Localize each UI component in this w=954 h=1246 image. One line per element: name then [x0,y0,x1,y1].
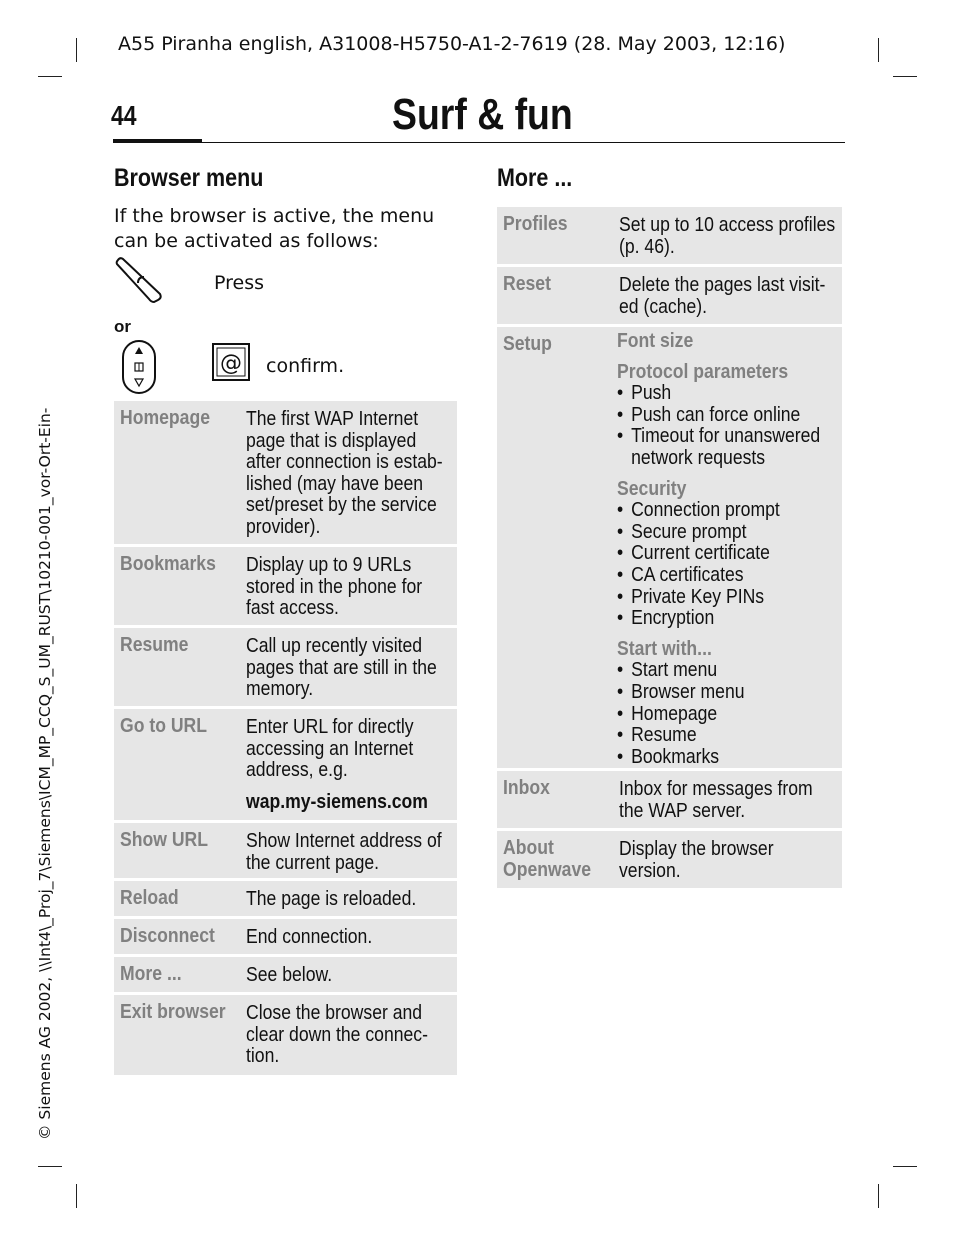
or-label: or [114,317,131,336]
menu-item-desc: Call up recently visited pages that are still in the memory. [246,635,437,701]
crop-mark [878,1184,879,1208]
press-label: Press [214,272,265,294]
menu-item-desc: Set up to 10 access profiles (p. 46). [619,214,836,258]
svg-text:@: @ [220,351,242,376]
menu-item-label: Reload [120,887,179,909]
table-row [114,957,457,992]
menu-item-label: Resume [120,634,189,656]
menu-item-label: Bookmarks [120,553,216,575]
table-row [114,547,457,625]
menu-item-label: Profiles [503,213,568,235]
about-label-line2: Openwave [503,859,592,881]
crop-mark [893,76,917,77]
go-to-url-desc: Enter URL for directly accessing an Internet address, e.g. [246,716,414,782]
document-header: A55 Piranha english, A31008-H5750-A1-2-7619 (28. May 2003, 12:16) [118,33,786,55]
security-title: Security [617,477,687,500]
start-with-title: Start with... [617,637,712,660]
crop-mark [38,1166,62,1167]
table-row [114,823,457,878]
about-label-line1: About [503,837,554,859]
table-row [114,709,457,820]
copyright-side-text: © Siemens AG 2002, \\Int4\_Proj_7\Siemens\ICM_MP_CCQ_S_UM_RUST\10210-001_vor-Ort-Ein- [36,407,54,1140]
table-row [497,831,842,888]
crop-mark [893,1166,917,1167]
more-heading: More ... [497,164,573,192]
list-item: • Browser menu [617,682,835,704]
crop-mark [76,1184,77,1208]
menu-item-desc: The page is reloaded. [246,888,417,910]
menu-item-label: Go to URL [120,715,208,737]
browser-menu-heading: Browser menu [114,164,264,192]
list-item: • CA certificates [617,565,835,587]
page-number: 44 [111,100,137,131]
table-row [114,628,457,706]
menu-item-desc: Close the browser and clear down the connec-tion. [246,1002,428,1068]
font-size-group [617,331,835,353]
list-item: • Encryption [617,608,835,630]
menu-item-desc: Inbox for messages from the WAP server. [619,778,813,822]
menu-item-label: Homepage [120,407,210,429]
crop-mark [878,38,879,62]
list-item: • Connection prompt [617,500,835,522]
menu-item-label: Inbox [503,777,550,799]
menu-item-label: More ... [120,963,182,985]
list-item: • Resume [617,725,835,747]
menu-item-label: Reset [503,273,551,295]
start-with-group [617,639,835,769]
menu-item-desc: The first WAP Internet page that is displayed after connection is estab-lished (may have been set/preset by the service provider). [246,408,443,538]
at-sign-icon [212,343,250,386]
menu-item-label: Setup [503,333,552,355]
crop-mark [38,76,62,77]
crop-mark [76,38,77,62]
list-item: • Bookmarks [617,747,835,769]
navigation-key-icon [121,339,157,400]
page-title: Surf & fun [392,90,573,139]
list-item: • Timeout for unanswered network requests [617,426,835,469]
table-row [114,881,457,916]
list-item: • Push can force online [617,405,835,427]
menu-item-label [503,837,591,881]
list-item: • Private Key PINs [617,587,835,609]
phone-handset-icon [114,254,164,309]
list-item: • Homepage [617,704,835,726]
list-item: • Push [617,383,835,405]
menu-item-label: Disconnect [120,925,215,947]
example-url: wap.my-siemens.com [246,790,428,813]
menu-item-desc: Display the browser version. [619,838,774,882]
list-item: • Secure prompt [617,522,835,544]
list-item: • Current certificate [617,543,835,565]
menu-item-desc: Display up to 9 URLs stored in the phone for fast access. [246,554,423,620]
font-size-title: Font size [617,330,694,352]
menu-item-desc [246,717,445,813]
security-group [617,479,835,630]
table-row [114,401,457,544]
table-row [114,995,457,1075]
table-row [497,327,842,768]
setup-options [617,331,835,768]
header-rule [113,142,845,143]
menu-item-label: Exit browser [120,1001,226,1023]
table-row [497,771,842,828]
menu-item-label: Show URL [120,829,208,851]
browser-menu-intro: If the browser is active, the menu can be activated as follows: [114,205,435,252]
menu-item-desc: Show Internet address of the current page. [246,830,442,874]
table-row [497,267,842,324]
menu-item-desc: Delete the pages last visit-ed (cache). [619,274,826,318]
table-row [114,919,457,954]
table-row [497,207,842,264]
confirm-label: confirm. [266,355,345,377]
menu-item-desc: See below. [246,964,333,986]
menu-item-desc: End connection. [246,926,373,948]
list-item: • Start menu [617,660,835,682]
protocol-title: Protocol parameters [617,360,789,383]
protocol-group [617,362,835,470]
